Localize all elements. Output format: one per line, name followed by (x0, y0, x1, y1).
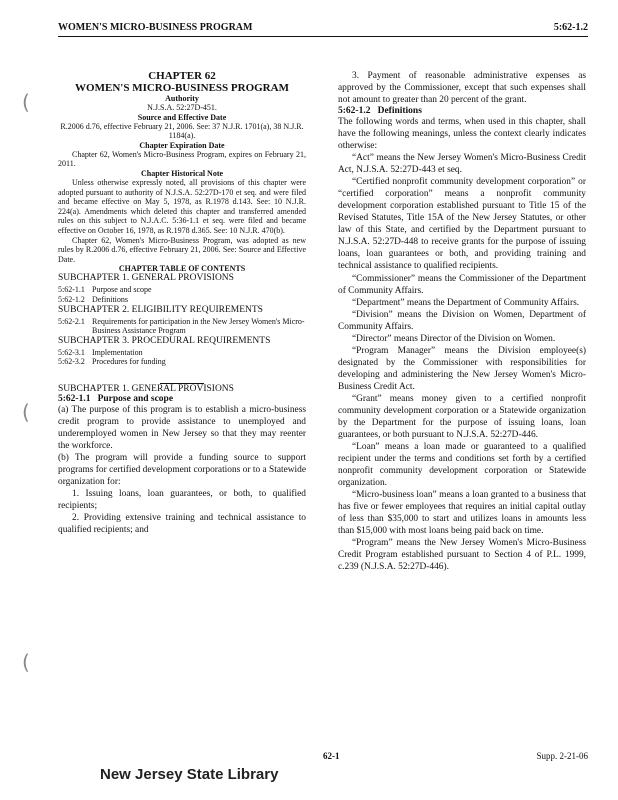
toc-subchapter: SUBCHAPTER 1. GENERAL PROVISIONS (58, 273, 234, 284)
expiration-text: Chapter 62, Women's Micro-Business Program, expires on February 21, 2011. (58, 149, 306, 169)
margin-bracket-mark: ( (22, 650, 30, 674)
history-paragraph-1: Unless otherwise expressly noted, all provisions of this chapter were adopted pursuant to authority of N.J.S.A. 52:27D-170 et seq. and were filed and became effective on May 5, 1978, as R.1978 d.143. See: 10 N.J.R. 224(a). Amendments which deleted this chapter and transferred amended rules on this subject to N.J.A.C. 5:36-1.1 et seq. were filed and became effective on October 16, 1978, as R.1978 d.365. See: 10 N.J.R. 470(b). (58, 177, 306, 235)
definition-program-manager: “Program Manager” means the Division employee(s) designated by the Commissioner with responsibilities for developing and administering the New Jersey Women's Micro-Business Credit Act. (338, 345, 586, 392)
chapter-number: CHAPTER 62 (148, 70, 216, 82)
supplement-date: Supp. 2-21-06 (536, 751, 588, 761)
definition-micro-business-loan: “Micro-business loan” means a loan granted to a business that has five or fewer employees that requires an initial capital outlay of less than $35,000 to start and utilizes loans in amounts less than $15,000 with most loans being paid back on time. (338, 490, 586, 537)
running-header (58, 22, 588, 37)
section-title: Purpose and scope (97, 393, 174, 404)
definition-commissioner: “Commissioner” means the Commissioner of the Department of Community Affairs. (338, 273, 586, 296)
definition-certified-corporation: “Certified nonprofit community development corporation” or “certified corporation” means a nonprofit community development corporation established pursuant to Title 15 of the Revised Statutes, Title 15A of the New Jersey Statutes, or other law of this State, and certified by the Department pursuant to N.J.S.A. 52:27D-448 to receive grants for the purpose of issuing loans, loan guarantees or both, and providing training and technical assistance to qualified recipients. (338, 177, 586, 272)
definition-division: “Division” means the Division on Women, Department of Community Affairs. (338, 309, 586, 332)
library-watermark: New Jersey State Library (100, 766, 279, 783)
toc-entry[interactable]: 5:62-1.1 Purpose and scope (58, 285, 152, 295)
page-number: 62-1 (323, 751, 340, 761)
definition-director: “Director” means Director of the Division on Women. (352, 333, 556, 344)
definitions-intro: The following words and terms, when used in this chapter, shall have the following meanings, unless the context clearly indicates otherwise: (338, 117, 586, 152)
list-item-3: 3. Payment of reasonable administrative expenses as approved by the Commissioner, except that such expenses shall not amount to greater than 20 percent of the grant. (338, 71, 586, 106)
right-column (338, 70, 586, 573)
toc-subchapter: SUBCHAPTER 2. ELIGIBILITY REQUIREMENTS (58, 304, 263, 315)
definition-act: “Act” means the New Jersey Women's Micro-Business Credit Act, N.J.S.A. 52:27D-443 et seq. (338, 153, 586, 176)
toc-entry[interactable]: 5:62-2.1 Requirements for participation in the New Jersey Women's Micro-Business Assistance Program (58, 316, 305, 336)
definition-grant: “Grant” means money given to a certified nonprofit community development corporation or a Statewide organization by the Department for the purpose of issuing loans, loan guarantees, or both pursuant to N.J.S.A. 52:27D-446. (338, 393, 586, 440)
history-paragraph-2: Chapter 62, Women's Micro-Business Program, was adopted as new rules by R.2006 d.76, effective February 21, 2006. See: Source and Effective Date. (58, 235, 306, 264)
section-heading (58, 394, 306, 404)
section-title: Definitions (377, 106, 422, 117)
authority-text: N.J.S.A. 52:27D-451. (147, 103, 217, 112)
definition-program: “Program” means the New Jersey Women's Micro-Business Credit Program established pursuant to Section 4 of P.L. 1999, c.239 (N.J.S.A. 52:27D-446). (338, 538, 586, 573)
paragraph-b: (b) The program will provide a funding source to support programs for certified development corporations or to a Statewide organization for: (58, 453, 306, 488)
definition-loan: “Loan” means a loan made or guaranteed to a qualified recipient under the terms and conditions set forth by a certified nonprofit community development corporation or Statewide organization. (338, 441, 586, 489)
toc-entry[interactable]: 5:62-3.2 Procedures for funding (58, 357, 166, 367)
margin-bracket-mark: ( (22, 400, 30, 424)
header-title: WOMEN'S MICRO-BUSINESS PROGRAM (58, 22, 253, 33)
list-item-1: 1. Issuing loans, loan guarantees, or both, to qualified recipients; (58, 489, 306, 512)
expiration-heading: Chapter Expiration Date (139, 140, 225, 150)
definition-department: “Department” means the Department of Community Affairs. (352, 297, 580, 308)
toc-entry[interactable]: 5:62-3.1 Implementation (58, 347, 143, 357)
table-of-contents (58, 273, 306, 367)
section-heading (338, 106, 586, 116)
source-text: R.2006 d.76, effective February 21, 2006. See: 37 N.J.R. 1701(a), 38 N.J.R. 1184(a). (60, 121, 304, 141)
chapter-title: WOMEN'S MICRO-BUSINESS PROGRAM (75, 82, 289, 94)
toc-entry[interactable]: 5:62-1.2 Definitions (58, 294, 128, 304)
toc-heading: CHAPTER TABLE OF CONTENTS (118, 264, 246, 274)
paragraph-a: (a) The purpose of this program is to establish a micro-business credit program to provide assistance to unemployed and underemployed women in New Jersey so that they may reenter the workforce. (58, 404, 306, 451)
subchapter-heading: SUBCHAPTER 1. GENERAL PROVISIONS (58, 383, 234, 394)
section-number: 5:62-1.1 (58, 393, 91, 404)
header-section: 5:62-1.2 (553, 22, 588, 33)
history-heading: Chapter Historical Note (140, 168, 224, 178)
margin-bracket-mark: ( (22, 90, 30, 114)
section-number: 5:62-1.2 (338, 106, 371, 117)
left-column (58, 70, 306, 536)
source-heading: Source and Effective Date (137, 112, 227, 122)
toc-subchapter: SUBCHAPTER 3. PROCEDURAL REQUIREMENTS (58, 335, 271, 346)
list-item-2: 2. Providing extensive training and technical assistance to qualified recipients; and (58, 513, 306, 536)
authority-heading: Authority (165, 94, 199, 103)
